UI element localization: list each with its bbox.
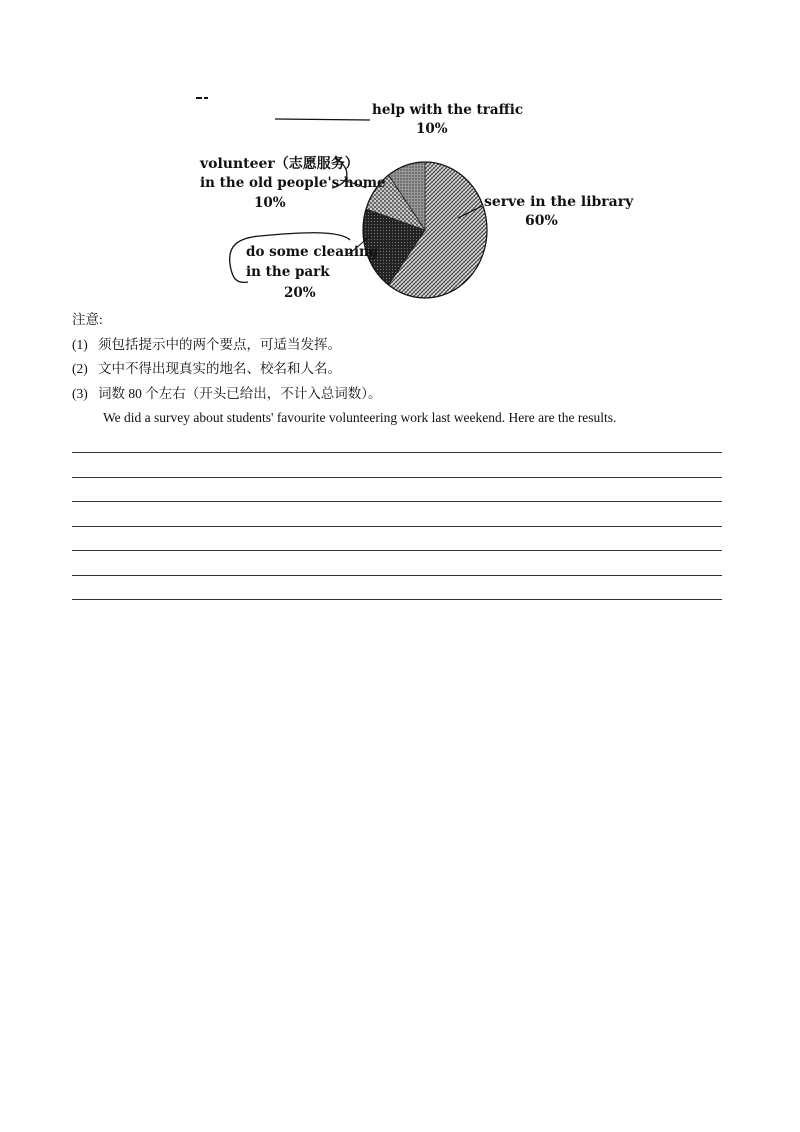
note-item-number: (2): [72, 361, 88, 376]
oldhome-label-line2: in the old people's home: [200, 175, 386, 191]
library-label: serve in the library: [484, 194, 634, 210]
notes-heading: 注意:: [72, 312, 103, 327]
pie-chart-svg: [190, 88, 634, 304]
writing-line: [72, 599, 722, 600]
traffic-percent: 10%: [416, 121, 448, 137]
note-item-number: (3): [72, 385, 88, 401]
oldhome-label-line1: volunteer（志愿服务）: [200, 156, 359, 172]
note-item-text: 词数 80 个左右（开头已给出，不计入总词数）。: [98, 385, 382, 401]
notes-section: [72, 308, 382, 406]
traffic-leader-line: [275, 119, 370, 120]
pie-chart: [190, 88, 634, 304]
traffic-label: help with the traffic: [372, 102, 524, 118]
note-item-text: 文中不得出现真实的地名、校名和人名。: [98, 361, 341, 376]
note-item-1: [72, 333, 382, 358]
writing-line: [72, 575, 722, 576]
writing-lines: [72, 452, 722, 624]
writing-line: [72, 477, 722, 478]
writing-line: [72, 526, 722, 527]
note-item-number: (1): [72, 336, 88, 352]
cleaning-label-line2: in the park: [246, 264, 330, 280]
library-percent: 60%: [525, 213, 558, 229]
writing-line: [72, 501, 722, 502]
cleaning-percent: 20%: [284, 285, 316, 301]
essay-opening-sentence: We did a survey about students' favourite volunteering work last weekend. Here are the results.: [103, 410, 617, 425]
writing-line: [72, 550, 722, 551]
note-item-text: 须包括提示中的两个要点，可适当发挥。: [98, 336, 341, 352]
cleaning-label-line1: do some cleaning: [246, 244, 379, 260]
note-item-2: [72, 357, 382, 382]
note-item-3: [72, 382, 382, 407]
oldhome-percent: 10%: [254, 195, 286, 211]
writing-line: [72, 452, 722, 453]
